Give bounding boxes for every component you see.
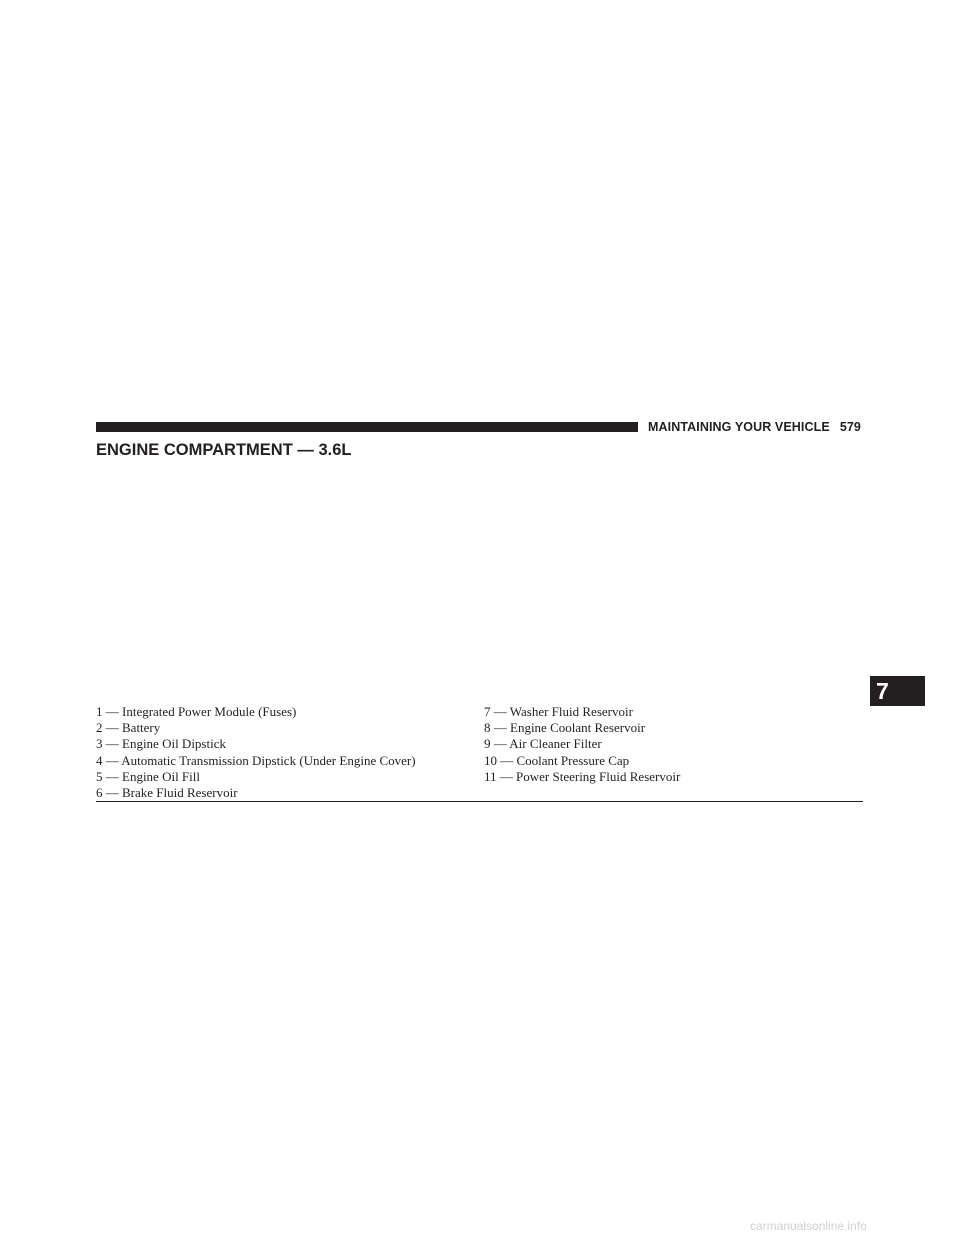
section-label: MAINTAINING YOUR VEHICLE — [648, 420, 830, 434]
legend-right-column — [484, 704, 680, 785]
legend-item: 4 — Automatic Transmission Dipstick (Under Engine Cover) — [96, 752, 416, 768]
chapter-tab: 7 — [870, 676, 925, 706]
footer-watermark: carmanualsonline.info — [750, 1219, 867, 1233]
running-header — [648, 418, 861, 436]
legend-item: 7 — Washer Fluid Reservoir — [484, 704, 633, 719]
legend-item: 6 — Brake Fluid Reservoir — [96, 785, 238, 801]
header-rule — [96, 422, 638, 432]
legend-item: 11 — Power Steering Fluid Reservoir — [484, 768, 681, 784]
legend-bottom-rule — [96, 801, 863, 802]
legend-item: 10 — Coolant Pressure Cap — [484, 752, 630, 768]
legend-left-column — [96, 704, 416, 801]
legend-item: 9 — Air Cleaner Filter — [484, 736, 602, 752]
page-number: 579 — [839, 420, 861, 434]
legend-item: 5 — Engine Oil Fill — [96, 768, 200, 784]
legend-item: 8 — Engine Coolant Reservoir — [484, 720, 646, 736]
legend-item: 2 — Battery — [96, 720, 161, 736]
legend-item: 1 — Integrated Power Module (Fuses) — [96, 704, 297, 719]
page-title: ENGINE COMPARTMENT — 3.6L — [96, 441, 352, 459]
legend-item: 3 — Engine Oil Dipstick — [96, 736, 226, 752]
